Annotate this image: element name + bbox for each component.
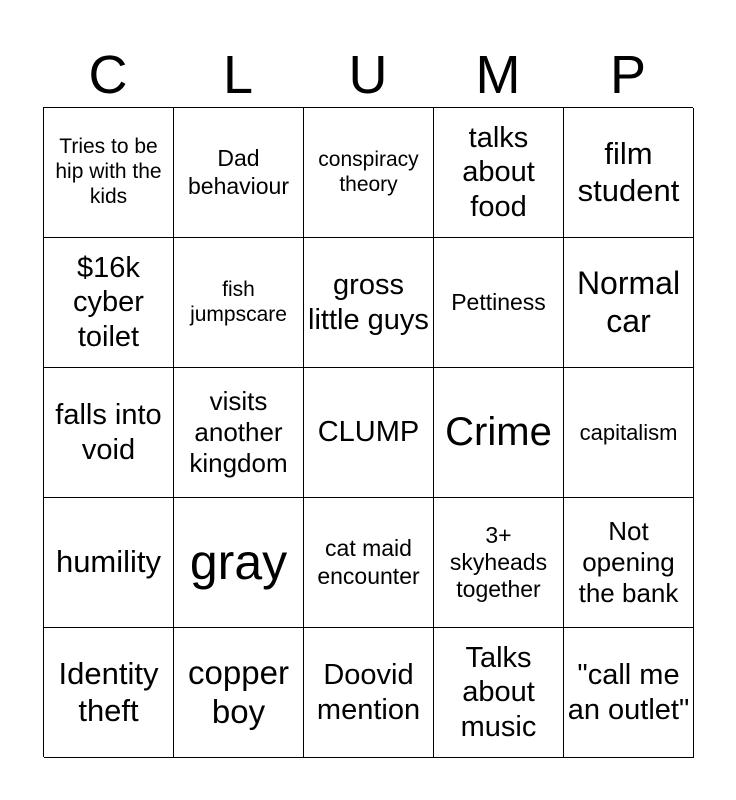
header-letter-p: P — [609, 45, 647, 105]
bingo-cell[interactable]: visits another kingdom — [174, 368, 304, 498]
header-letter-u: U — [348, 45, 388, 105]
bingo-cell[interactable]: gross little guys — [304, 238, 434, 368]
bingo-cell[interactable]: gray — [174, 498, 304, 628]
header-letter-m: M — [475, 45, 521, 105]
bingo-cell[interactable]: Identity theft — [44, 628, 174, 758]
bingo-cell[interactable]: conspiracy theory — [304, 108, 434, 238]
bingo-cell[interactable]: Dad behaviour — [174, 108, 304, 238]
bingo-cell[interactable]: talks about food — [434, 108, 564, 238]
bingo-cell[interactable]: Crime — [434, 368, 564, 498]
bingo-cell[interactable]: copper boy — [174, 628, 304, 758]
bingo-cell[interactable]: Talks about music — [434, 628, 564, 758]
bingo-grid — [43, 107, 693, 757]
bingo-cell[interactable]: falls into void — [44, 368, 174, 498]
header-letter-l: L — [222, 45, 254, 105]
bingo-free-cell[interactable]: CLUMP — [304, 368, 434, 498]
bingo-header — [43, 42, 693, 108]
bingo-cell[interactable]: humility — [44, 498, 174, 628]
bingo-cell[interactable]: capitalism — [564, 368, 694, 498]
bingo-cell[interactable]: Not opening the bank — [564, 498, 694, 628]
bingo-cell[interactable]: cat maid encounter — [304, 498, 434, 628]
bingo-cell[interactable]: "call me an outlet" — [564, 628, 694, 758]
header-letter-c: C — [88, 45, 128, 105]
bingo-cell[interactable]: 3+ skyheads together — [434, 498, 564, 628]
bingo-cell[interactable]: Tries to be hip with the kids — [44, 108, 174, 238]
bingo-cell[interactable]: film student — [564, 108, 694, 238]
bingo-cell[interactable]: $16k cyber toilet — [44, 238, 174, 368]
bingo-cell[interactable]: Pettiness — [434, 238, 564, 368]
bingo-cell[interactable]: Normal car — [564, 238, 694, 368]
bingo-cell[interactable]: Doovid mention — [304, 628, 434, 758]
bingo-cell[interactable]: fish jumpscare — [174, 238, 304, 368]
